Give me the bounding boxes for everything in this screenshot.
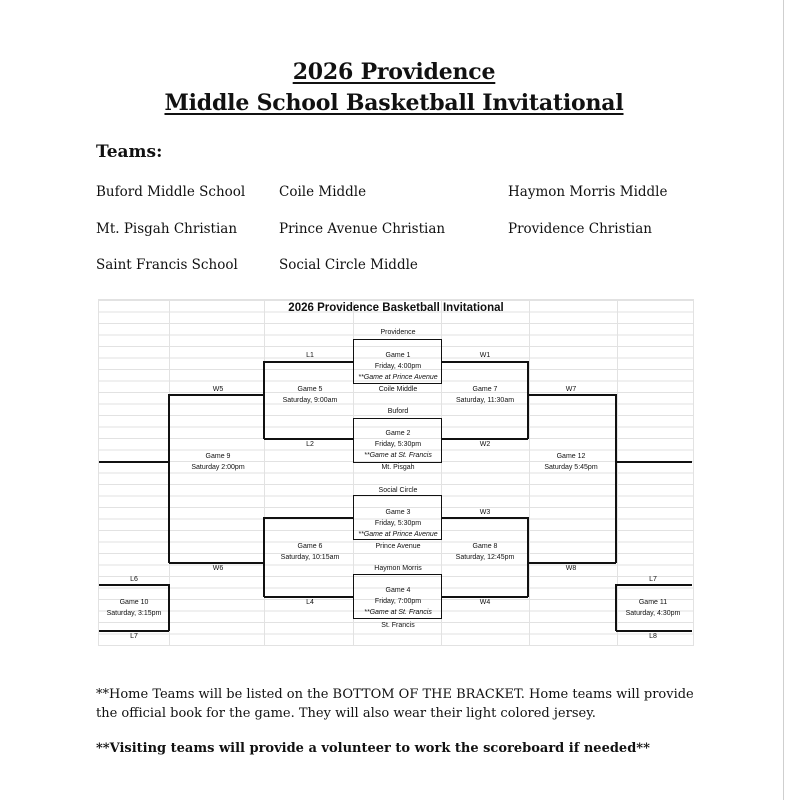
game-name: Game 6 (297, 543, 323, 550)
teams-heading: Teams: (96, 142, 163, 162)
bracket-team: Mt. Pisgah (381, 464, 415, 471)
line-game9-vertical (168, 394, 170, 563)
line-game8-vertical (527, 517, 529, 597)
advance-label: W8 (565, 565, 577, 572)
line-game12-out (616, 461, 692, 463)
line-game11-vertical (615, 584, 617, 631)
line-l6 (99, 584, 169, 586)
bracket-team: St. Francis (381, 622, 415, 629)
game-note: **Game at Prince Avenue (358, 374, 438, 381)
page-title-line-1: 2026 Providence (292, 59, 496, 85)
bracket-team: Social Circle (378, 487, 418, 494)
game-name: Game 2 (385, 430, 411, 437)
team-item: Saint Francis School (96, 257, 238, 273)
game-name: Game 3 (385, 509, 411, 516)
bracket-team: Coile Middle (378, 386, 418, 393)
game-name: Game 10 (119, 599, 149, 606)
game-time: Friday, 5:30pm (374, 441, 422, 448)
advance-label: L7 (130, 633, 138, 640)
team-item: Haymon Morris Middle (508, 184, 668, 200)
game-time: Friday, 7:00pm (374, 598, 422, 605)
team-item: Prince Avenue Christian (279, 221, 446, 237)
game-time: Friday, 4:00pm (374, 363, 422, 370)
line-w3 (442, 517, 528, 519)
line-game12-vertical (615, 394, 617, 563)
advance-label: W1 (479, 352, 491, 359)
game-name: Game 7 (472, 386, 498, 393)
game-time: Saturday 2:00pm (191, 464, 245, 471)
line-w7 (528, 394, 616, 396)
line-game5-vertical (263, 361, 265, 439)
visiting-teams-note: **Visiting teams will provide a volunteer to work the scoreboard if needed** (96, 741, 650, 756)
line-l1 (264, 361, 353, 363)
line-game7-vertical (527, 361, 529, 439)
line-game9-out (99, 461, 169, 463)
game-time: Saturday, 10:15am (280, 554, 340, 561)
line-w5 (169, 394, 264, 396)
game-name: Game 9 (205, 453, 231, 460)
team-item: Providence Christian (508, 221, 652, 237)
game-time: Saturday, 12:45pm (455, 554, 515, 561)
line-l3 (264, 517, 353, 519)
game-note: **Game at St. Francis (364, 609, 432, 616)
game-name: Game 12 (556, 453, 586, 460)
line-game6-vertical (263, 517, 265, 597)
bracket-team: Haymon Morris (374, 565, 422, 572)
advance-label: W4 (479, 599, 491, 606)
page-title-line-2: Middle School Basketball Invitational (164, 90, 624, 116)
advance-label: W5 (212, 386, 224, 393)
advance-label: W7 (565, 386, 577, 393)
game-name: Game 8 (472, 543, 498, 550)
game-time: Friday, 5:30pm (374, 520, 422, 527)
game-note: **Game at Prince Avenue (358, 531, 438, 538)
team-item: Buford Middle School (96, 184, 246, 200)
game-name: Game 5 (297, 386, 323, 393)
advance-label: L4 (306, 599, 314, 606)
advance-label: L1 (306, 352, 314, 359)
bracket-team: Providence (380, 329, 416, 336)
advance-label: L8 (649, 633, 657, 640)
bracket-team: Buford (387, 408, 409, 415)
line-w1 (442, 361, 528, 363)
team-item: Social Circle Middle (279, 257, 418, 273)
game-time: Saturday, 3:15pm (106, 610, 162, 617)
advance-label: W3 (479, 509, 491, 516)
page-edge (783, 0, 784, 800)
line-l7-right (616, 584, 692, 586)
advance-label: L2 (306, 441, 314, 448)
bracket-team: Prince Avenue (375, 543, 421, 550)
bracket-title: 2026 Providence Basketball Invitational (288, 302, 504, 314)
home-teams-note: **Home Teams will be listed on the BOTTOM OF THE BRACKET. Home teams will provide the official book for the game. They will also wear their light colored jersey. (96, 687, 694, 721)
game-time: Saturday, 9:00am (282, 397, 338, 404)
advance-label: W6 (212, 565, 224, 572)
game-time: Saturday, 11:30am (455, 397, 515, 404)
advance-label: W2 (479, 441, 491, 448)
advance-label: L6 (130, 576, 138, 583)
line-game10-vertical (168, 584, 170, 631)
game-time: Saturday 5:45pm (544, 464, 598, 471)
game-time: Saturday, 4:30pm (625, 610, 681, 617)
team-item: Coile Middle (279, 184, 367, 200)
game-name: Game 4 (385, 587, 411, 594)
game-name: Game 11 (638, 599, 668, 606)
advance-label: L7 (649, 576, 657, 583)
team-item: Mt. Pisgah Christian (96, 221, 238, 237)
game-name: Game 1 (385, 352, 411, 359)
game-note: **Game at St. Francis (364, 452, 432, 459)
